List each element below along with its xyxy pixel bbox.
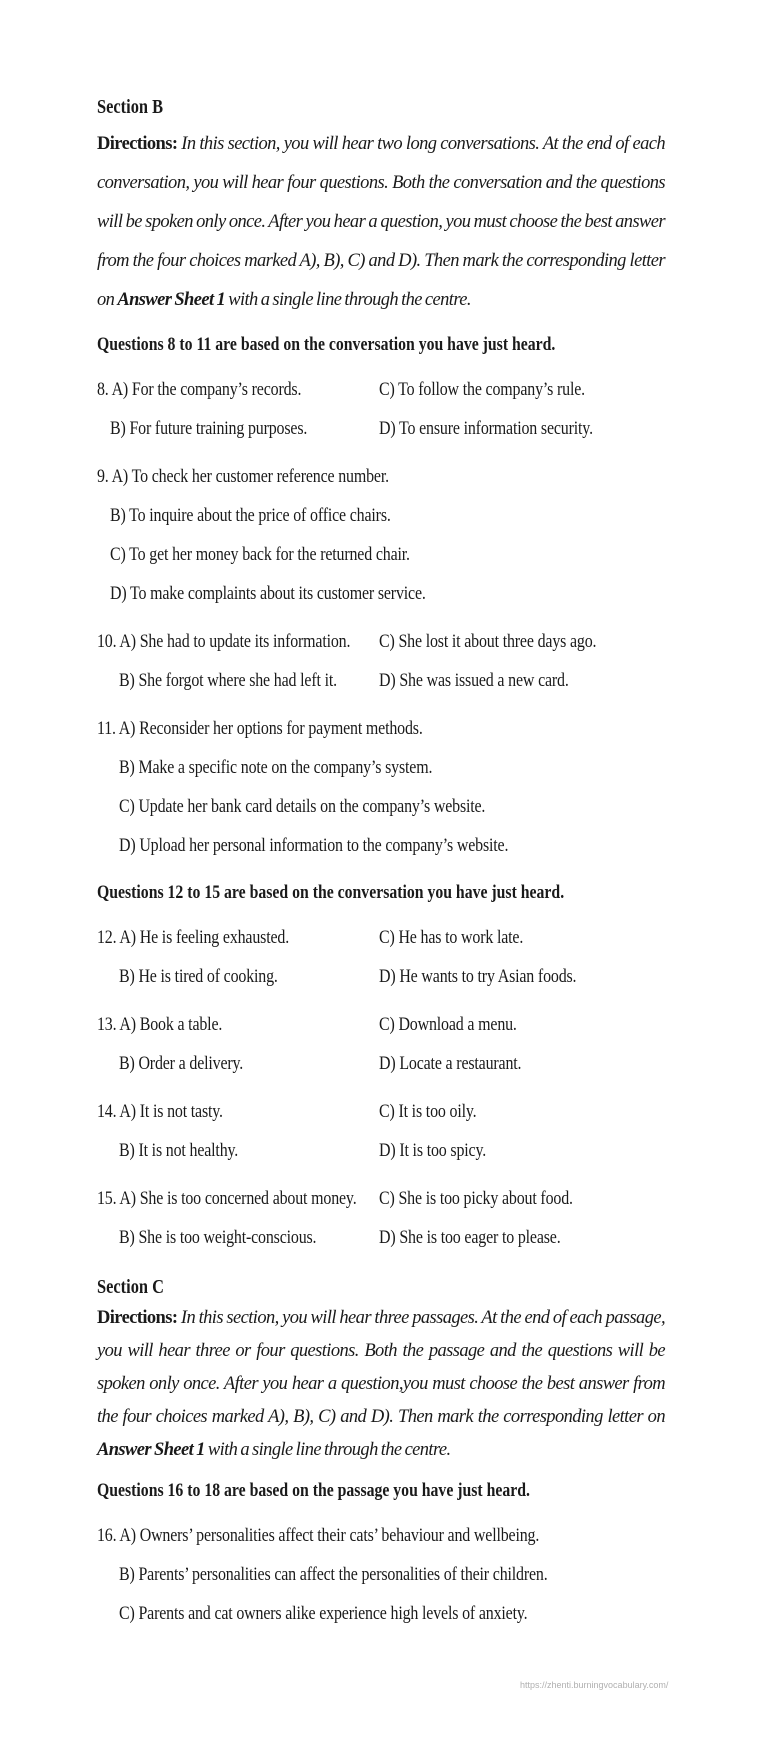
directions-text: In this section, you will hear three passages. At the end of each passage, you will hear three or four questions. Both the passage and the questions will be spoken only once. After you hear a question,you must choose the best answer from the four choices marked A), B), C) and D). Then mark the corresponding letter on xyxy=(97,1308,665,1427)
option-9c: C) To get her money back for the returned chair. xyxy=(110,544,410,565)
option-11a: 11. A) Reconsider her options for payment methods. xyxy=(97,718,423,739)
option-8a: 8. A) For the company’s records. xyxy=(97,379,302,400)
directions-text-end: with a single line through the centre. xyxy=(228,290,471,310)
option-14a: 14. A) It is not tasty. xyxy=(97,1101,223,1122)
option-13a: 13. A) Book a table. xyxy=(97,1014,223,1035)
option-9b: B) To inquire about the price of office chairs. xyxy=(110,505,391,526)
directions-label: Directions: xyxy=(97,134,178,154)
option-16b: B) Parents’ personalities can affect the personalities of their children. xyxy=(119,1564,548,1585)
option-14c: C) It is too oily. xyxy=(379,1101,477,1122)
question-group-heading: Questions 16 to 18 are based on the passage you have just heard. xyxy=(97,1480,530,1501)
option-9d: D) To make complaints about its customer service. xyxy=(110,583,426,604)
question-13 xyxy=(97,1005,665,1083)
answer-sheet-label: Answer Sheet 1 xyxy=(97,1440,205,1460)
option-13c: C) Download a menu. xyxy=(379,1014,517,1035)
option-15c: C) She is too picky about food. xyxy=(379,1188,573,1209)
option-8d: D) To ensure information security. xyxy=(379,418,593,439)
option-14b: B) It is not healthy. xyxy=(119,1140,239,1161)
option-13b: B) Order a delivery. xyxy=(119,1053,244,1074)
question-11 xyxy=(97,709,665,865)
exam-page xyxy=(97,92,665,1633)
question-8 xyxy=(97,370,665,448)
option-12c: C) He has to work late. xyxy=(379,927,524,948)
option-11b: B) Make a specific note on the company’s system. xyxy=(119,757,433,778)
option-15d: D) She is too eager to please. xyxy=(379,1227,561,1248)
option-9a: 9. A) To check her customer reference number. xyxy=(97,466,389,487)
option-12a: 12. A) He is feeling exhausted. xyxy=(97,927,290,948)
option-15a: 15. A) She is too concerned about money. xyxy=(97,1188,357,1209)
option-11d: D) Upload her personal information to the company’s website. xyxy=(119,835,509,856)
question-10 xyxy=(97,622,665,700)
question-group-heading: Questions 12 to 15 are based on the conversation you have just heard. xyxy=(97,882,565,903)
section-b-directions xyxy=(97,125,665,320)
question-14 xyxy=(97,1092,665,1170)
directions-text: In this section, you will hear two long conversations. At the end of each conversation, you will hear four questions. Both the conversation and the questions will be spoken only once. After you hear a question, you must choose the best answer from the four choices marked A), B), C) and D). Then mark the corresponding letter on xyxy=(97,134,665,310)
question-15 xyxy=(97,1179,665,1257)
option-8c: C) To follow the company’s rule. xyxy=(379,379,585,400)
question-group-heading: Questions 8 to 11 are based on the conversation you have just heard. xyxy=(97,334,556,355)
directions-text-end: with a single line through the centre. xyxy=(207,1440,451,1460)
option-12b: B) He is tired of cooking. xyxy=(119,966,278,987)
option-14d: D) It is too spicy. xyxy=(379,1140,487,1161)
option-10c: C) She lost it about three days ago. xyxy=(379,631,597,652)
option-8b: B) For future training purposes. xyxy=(110,418,308,439)
option-16a: 16. A) Owners’ personalities affect their cats’ behaviour and wellbeing. xyxy=(97,1525,540,1546)
option-12d: D) He wants to try Asian foods. xyxy=(379,966,577,987)
source-watermark: https://zhenti.burningvocabulary.com/ xyxy=(520,1680,669,1690)
option-10d: D) She was issued a new card. xyxy=(379,670,569,691)
answer-sheet-label: Answer Sheet 1 xyxy=(117,290,226,310)
option-10a: 10. A) She had to update its information. xyxy=(97,631,351,652)
question-12 xyxy=(97,918,665,996)
option-11c: C) Update her bank card details on the company’s website. xyxy=(119,796,486,817)
option-13d: D) Locate a restaurant. xyxy=(379,1053,522,1074)
directions-label: Directions: xyxy=(97,1308,178,1328)
section-c-title: Section C xyxy=(97,1276,164,1298)
section-c-directions xyxy=(97,1302,665,1467)
question-9 xyxy=(97,457,665,613)
option-15b: B) She is too weight-conscious. xyxy=(119,1227,317,1248)
option-10b: B) She forgot where she had left it. xyxy=(119,670,337,691)
option-16c: C) Parents and cat owners alike experience high levels of anxiety. xyxy=(119,1603,528,1624)
section-b-title: Section B xyxy=(97,96,164,118)
question-16 xyxy=(97,1516,665,1633)
